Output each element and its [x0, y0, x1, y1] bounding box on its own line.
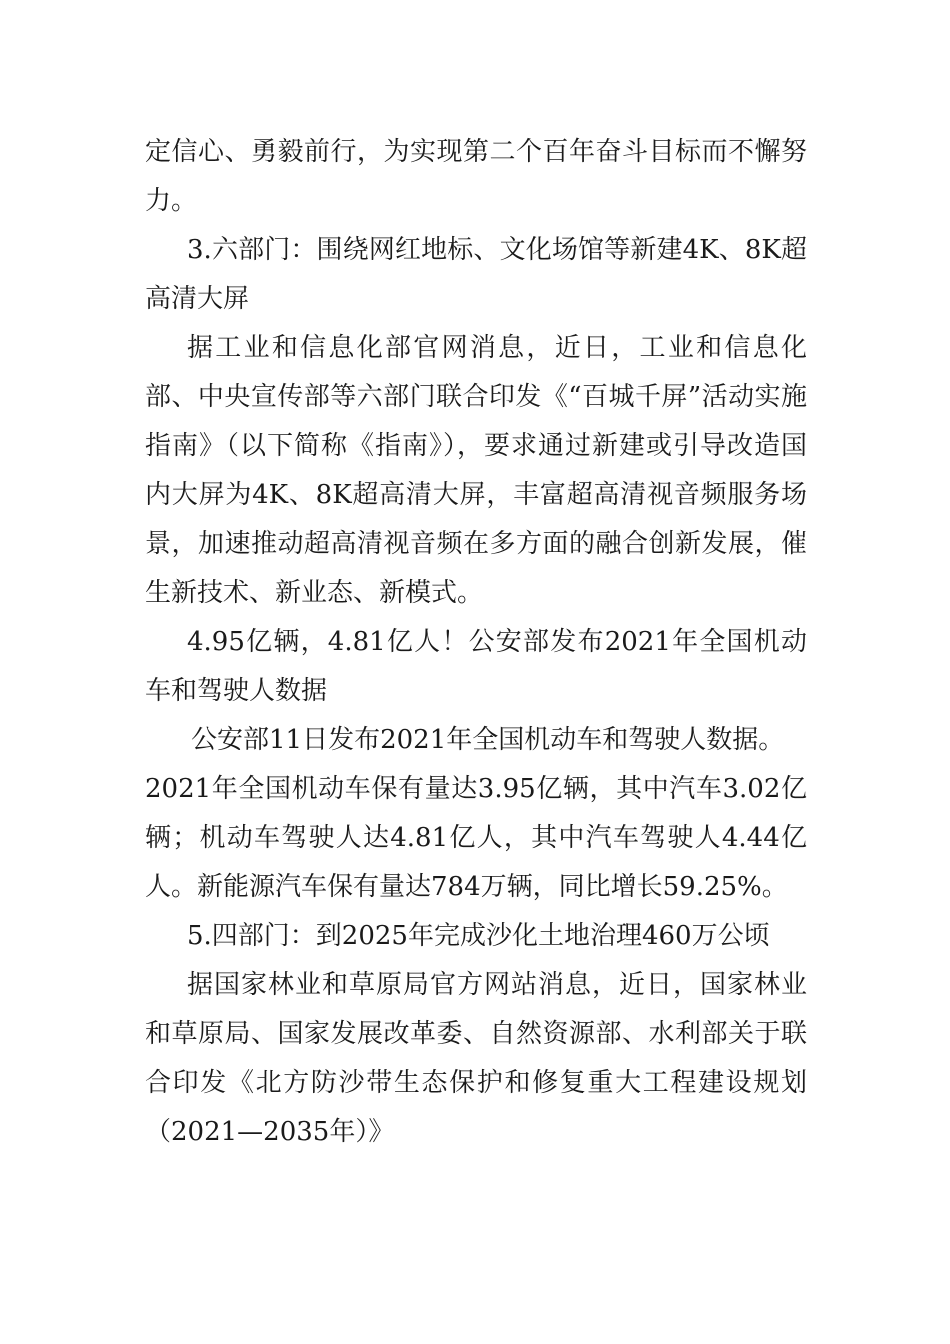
heading-item-3: 3.六部门：围绕网红地标、文化场馆等新建4K、8K超高清大屏 [145, 235, 807, 314]
paragraph-item-3: 据工业和信息化部官网消息，近日，工业和信息化部、中央宣传部等六部门联合印发《“百城千屏”活动实施指南》（以下简称《指南》），要求通过新建或引导改造国内大屏为4K、8K超高清大屏，丰富超高清视音频服务场景，加速推动超高清视音频在多方面的融合创新发展，催生新技术、新业态、新模式。 [145, 333, 807, 608]
document-body [145, 128, 807, 1157]
heading-item-5: 5.四部门：到2025年完成沙化土地治理460万公顷 [187, 921, 770, 951]
paragraph-item-4-line1: 公安部11日发布2021年全国机动车和驾驶人数据。 [191, 725, 785, 755]
heading-item-4: 4.95亿辆，4.81亿人！公安部发布2021年全国机动车和驾驶人数据 [145, 627, 807, 706]
paragraph-item-5: 据国家林业和草原局官方网站消息，近日，国家林业和草原局、国家发展改革委、自然资源部、水利部关于联合印发《北方防沙带生态保护和修复重大工程建设规划（2021—2035年）》 [145, 970, 807, 1147]
paragraph-item-4-body: 2021年全国机动车保有量达3.95亿辆，其中汽车3.02亿辆；机动车驾驶人达4.81亿人，其中汽车驾驶人4.44亿人。新能源汽车保有量达784万辆，同比增长59.25%。 [145, 774, 807, 902]
paragraph-continuation: 定信心、勇毅前行，为实现第二个百年奋斗目标而不懈努力。 [145, 137, 807, 216]
